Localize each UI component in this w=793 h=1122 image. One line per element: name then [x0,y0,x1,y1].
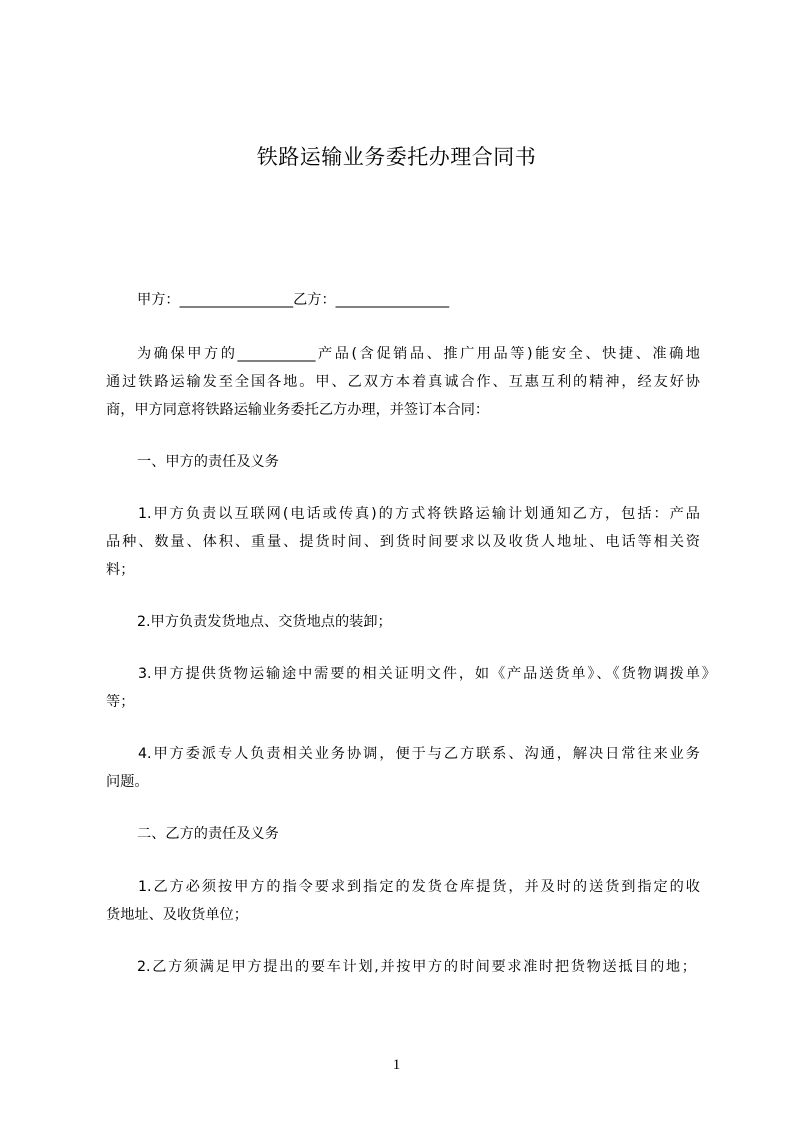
section-1-item-1-line-1: 1.甲方负责以互联网(电话或传真)的方式将铁路运输计划通知乙方，包括：产品 [138,506,700,522]
parties-line: 甲方：________________乙方：________________ [137,292,450,308]
section-2-item-1-line-1: 1.乙方必须按甲方的指令要求到指定的发货仓库提货，并及时的送货到指定的收 [138,879,700,895]
intro-line-1: 为确保甲方的___________产品(含促销品、推广用品等)能安全、快捷、准确地 [137,346,700,362]
section-1-item-4-line-1: 4.甲方委派专人负责相关业务协调，便于与乙方联系、沟通，解决日常往来业务 [138,746,700,762]
section-1-item-2: 2.甲方负责发货地点、交货地点的装卸； [137,614,392,630]
intro-line-3: 商，甲方同意将铁路运输业务委托乙方办理，并签订本合同： [106,402,490,418]
section-1-item-3-line-2: 等； [106,694,135,710]
page-number: 1 [392,1057,401,1073]
document-title: 铁路运输业务委托办理合同书 [256,145,537,169]
section-2-item-2: 2.乙方须满足甲方提出的要车计划,并按甲方的时间要求准时把货物送抵目的地； [137,959,696,975]
section-1-item-3-line-1: 3.甲方提供货物运输途中需要的相关证明文件，如《产品送货单》、《货物调拨单》 [138,666,716,682]
section-2-item-1-line-2: 货地址、及收货单位； [106,907,248,923]
section-1-item-1-line-2: 品种、数量、体积、重量、提货时间、到货时间要求以及收货人地址、电话等相关资 [106,534,700,550]
intro-line-2: 通过铁路运输发至全国各地。甲、乙双方本着真诚合作、互惠互利的精神，经友好协 [106,374,700,390]
section-1-heading: 一、甲方的责任及义务 [137,454,279,470]
section-1-item-1-line-3: 料； [106,562,135,578]
section-2-heading: 二、乙方的责任及义务 [137,826,279,842]
section-1-item-4-line-2: 问题。 [106,774,149,790]
